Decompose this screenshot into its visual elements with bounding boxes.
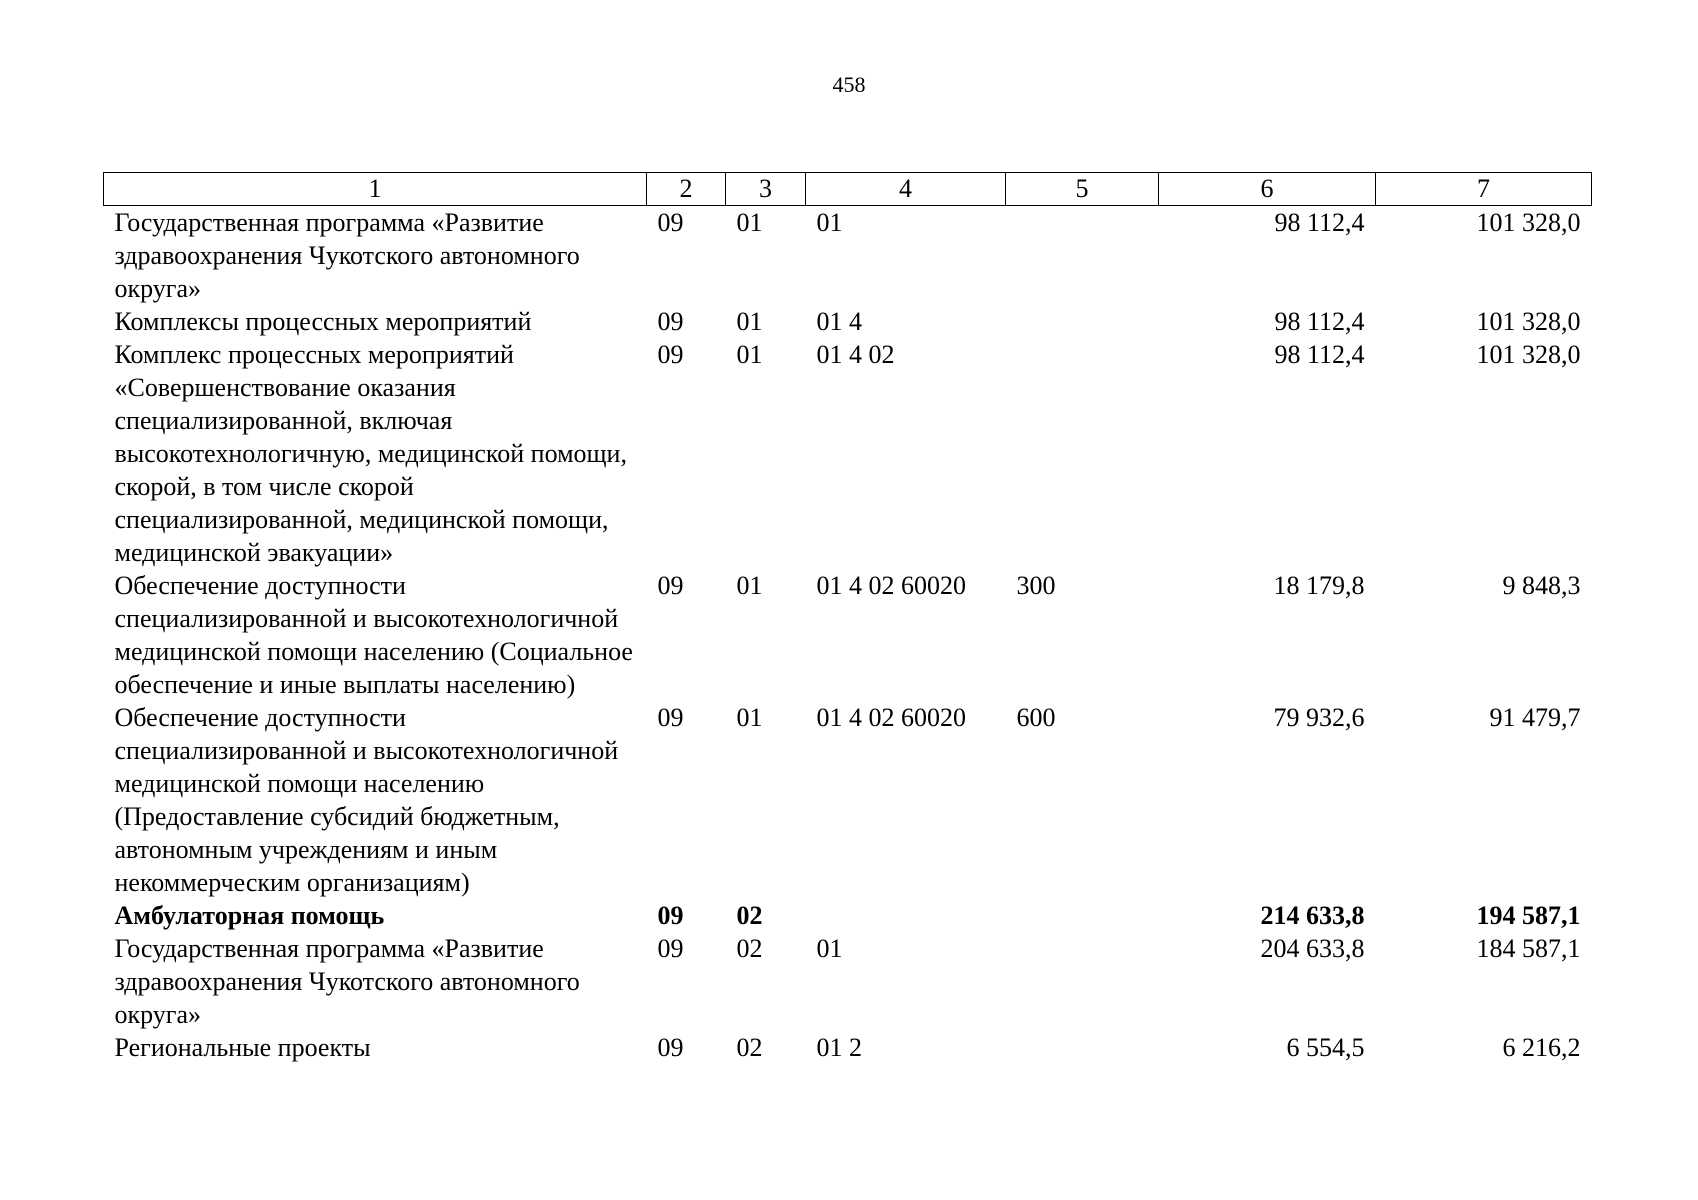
amount-col6: 98 112,4 [1274,208,1365,237]
column-header: 2 [647,173,726,206]
target-article-code: 01 [816,934,843,963]
section-code: 09 [657,307,684,336]
amount-col7: 101 328,0 [1476,208,1581,237]
table-header-row [104,173,1592,206]
subsection-code: 01 [736,571,763,600]
row-name: Амбулаторная помощь [114,901,385,930]
table-row [104,338,1592,569]
amount-col7: 101 328,0 [1476,307,1581,336]
table-row [104,206,1592,306]
table-row [104,305,1592,338]
subsection-code: 01 [736,703,763,732]
subsection-code: 01 [736,208,763,237]
section-code: 09 [657,703,684,732]
column-header: 7 [1376,173,1592,206]
amount-col6: 98 112,4 [1274,340,1365,369]
column-header: 1 [104,173,647,206]
section-code: 09 [657,901,684,930]
amount-col7: 184 587,1 [1476,934,1581,963]
row-name: Комплекс процессных мероприятий «Совершенствование оказания специализированной, включая высокотехнологичную, медицинской помощи, скорой, в том числе скорой специализированной, медицинской помощи, медицинской эвакуации» [114,340,627,567]
amount-col7: 194 587,1 [1476,901,1581,930]
amount-col7: 9 848,3 [1502,571,1581,600]
section-code: 09 [657,1033,684,1062]
expense-type-code [1006,1031,1159,1064]
subsection-code: 01 [736,307,763,336]
subsection-code: 01 [736,340,763,369]
subsection-code: 02 [736,901,763,930]
amount-col6: 98 112,4 [1274,307,1365,336]
expense-type-code: 600 [1016,703,1056,732]
section-code: 09 [657,340,684,369]
row-name: Комплексы процессных мероприятий [114,307,532,336]
section-code: 09 [657,571,684,600]
table-row [104,932,1592,1031]
target-article-code: 01 4 02 60020 [816,703,966,732]
table-row [104,701,1592,899]
amount-col7: 101 328,0 [1476,340,1581,369]
expense-type-code [1006,206,1159,306]
section-code: 09 [657,208,684,237]
target-article-code: 01 4 02 [816,340,895,369]
column-header: 5 [1006,173,1159,206]
expense-type-code [1006,305,1159,338]
row-name: Государственная программа «Развитие здравоохранения Чукотского автономного округа» [114,208,580,303]
column-header: 3 [726,173,806,206]
amount-col6: 214 633,8 [1260,901,1365,930]
amount-col7: 91 479,7 [1489,703,1581,732]
subsection-code: 02 [736,1033,763,1062]
table-row-section-total [104,899,1592,932]
expense-type-code [1006,899,1159,932]
amount-col6: 79 932,6 [1273,703,1365,732]
subsection-code: 02 [736,934,763,963]
table-row [104,569,1592,701]
target-article-code: 01 4 [816,307,862,336]
row-name: Обеспечение доступности специализированной и высокотехнологичной медицинской помощи населению (Социальное обеспечение и иные выплаты населению) [114,571,633,699]
table-row [104,1031,1592,1064]
page-number: 458 [832,72,866,97]
amount-col6: 204 633,8 [1260,934,1365,963]
expense-type-code [1006,338,1159,569]
amount-col7: 6 216,2 [1502,1033,1581,1062]
amount-col6: 6 554,5 [1286,1033,1365,1062]
section-code: 09 [657,934,684,963]
expense-type-code: 300 [1016,571,1056,600]
target-article-code [806,899,1006,932]
column-header: 6 [1159,173,1376,206]
column-header: 4 [806,173,1006,206]
budget-table [103,172,1592,1064]
target-article-code: 01 2 [816,1033,862,1062]
row-name: Обеспечение доступности специализированной и высокотехнологичной медицинской помощи населению (Предоставление субсидий бюджетным, автономным учреждениям и иным некоммерческим организациям) [114,703,619,897]
target-article-code: 01 4 02 60020 [816,571,966,600]
target-article-code: 01 [816,208,843,237]
row-name: Региональные проекты [114,1033,371,1062]
amount-col6: 18 179,8 [1273,571,1365,600]
expense-type-code [1006,932,1159,1031]
row-name: Государственная программа «Развитие здравоохранения Чукотского автономного округа» [114,934,580,1029]
